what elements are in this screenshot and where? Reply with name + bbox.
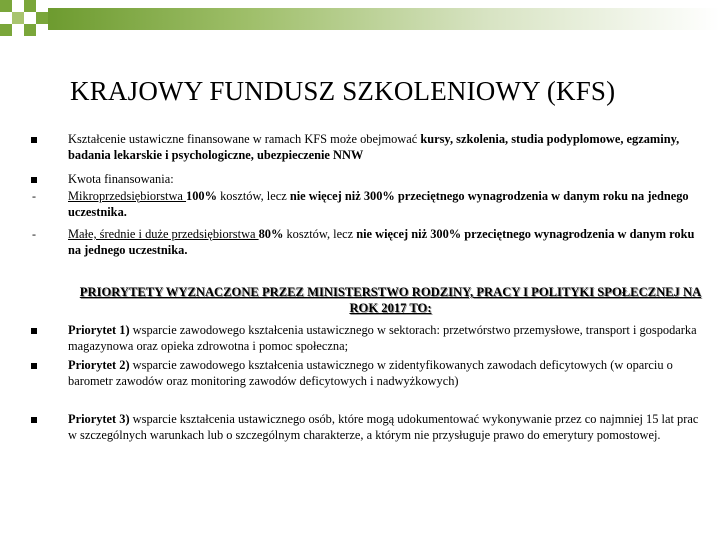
priority-3-text: wsparcie kształcenia ustawicznego osób, które mogą udokumentować wykonywanie przez co najmniej 15 lat prac w szczególnych warunkach lub o szczególnym charakterze, a którym nie przysługuje prawo do emerytury pomostowej. (68, 412, 699, 443)
bullet-square-icon (31, 177, 37, 183)
dash-marker-icon: - (32, 227, 36, 241)
micro-text: kosztów, lecz (217, 189, 290, 203)
decor-square (36, 12, 48, 24)
decor-square (12, 12, 24, 24)
priority-1-label: Priorytet 1) (68, 323, 130, 337)
header-decoration (0, 0, 720, 45)
bullet-square-icon (31, 417, 37, 423)
priority-2-text: wsparcie zawodowego kształcenia ustawicznego w zidentyfikowanych zawodach deficytowych (w oparciu o barometr zawodów oraz monitoring zawodów deficytowych i nadwyżkowych) (68, 358, 673, 389)
priorities-heading: PRIORYTETY WYZNACZONE PRZEZ MINISTERSTWO RODZINY, PRACY I POLITYKI SPOŁECZNEJ NA ROK 2017 TO: (79, 285, 702, 315)
intro-paragraph-sme (68, 226, 708, 258)
priority-3 (68, 411, 708, 443)
priority-2 (68, 357, 708, 389)
header-gradient-bar (48, 8, 720, 30)
dash-marker-icon: - (32, 189, 36, 203)
funding-label: Kwota finansowania: (68, 172, 174, 186)
sme-percent: 80% (258, 227, 284, 241)
scope-bold-text: kursy, szkolenia, studia podyplomowe, egzaminy, badania lekarskie i psychologiczne, ubezpieczenie NNW (68, 132, 680, 163)
micro-percent: 100% (186, 189, 218, 203)
decor-square (24, 24, 36, 36)
sme-limit: nie więcej niż 300% przeciętnego wynagrodzenia w danym roku na jednego uczestnika. (68, 227, 695, 258)
decor-square (0, 12, 12, 24)
decor-square (0, 24, 12, 36)
intro-paragraph-micro (68, 188, 708, 220)
priority-1-text: wsparcie zawodowego kształcenia ustawicznego w sektorach: przetwórstwo przemysłowe, transport i gospodarka magazynowa oraz opieka zdrowotna i pomoc społeczna; (68, 323, 697, 354)
bullet-square-icon (31, 363, 37, 369)
sme-label: Małe, średnie i duże przedsiębiorstwa (68, 227, 259, 241)
micro-limit: nie więcej niż 300% przeciętnego wynagrodzenia w danym roku na jednego uczestnika. (68, 189, 689, 220)
sme-text: kosztów, lecz (283, 227, 357, 241)
micro-label: Mikroprzedsiębiorstwa (68, 189, 187, 203)
decor-square (24, 12, 36, 24)
priority-2-label: Priorytet 2) (68, 358, 130, 372)
priority-3-label: Priorytet 3) (68, 412, 130, 426)
priority-1 (68, 322, 708, 354)
decor-square (0, 0, 12, 12)
bullet-square-icon (31, 137, 37, 143)
slide-title: KRAJOWY FUNDUSZ SZKOLENIOWY (KFS) (70, 76, 616, 106)
scope-text: Kształcenie ustawiczne finansowane w ramach KFS może obejmować (68, 132, 421, 146)
bullet-square-icon (31, 328, 37, 334)
decor-square (12, 0, 24, 12)
intro-paragraph-funding (68, 171, 708, 187)
decor-square (24, 0, 36, 12)
intro-paragraph-scope (68, 131, 708, 163)
